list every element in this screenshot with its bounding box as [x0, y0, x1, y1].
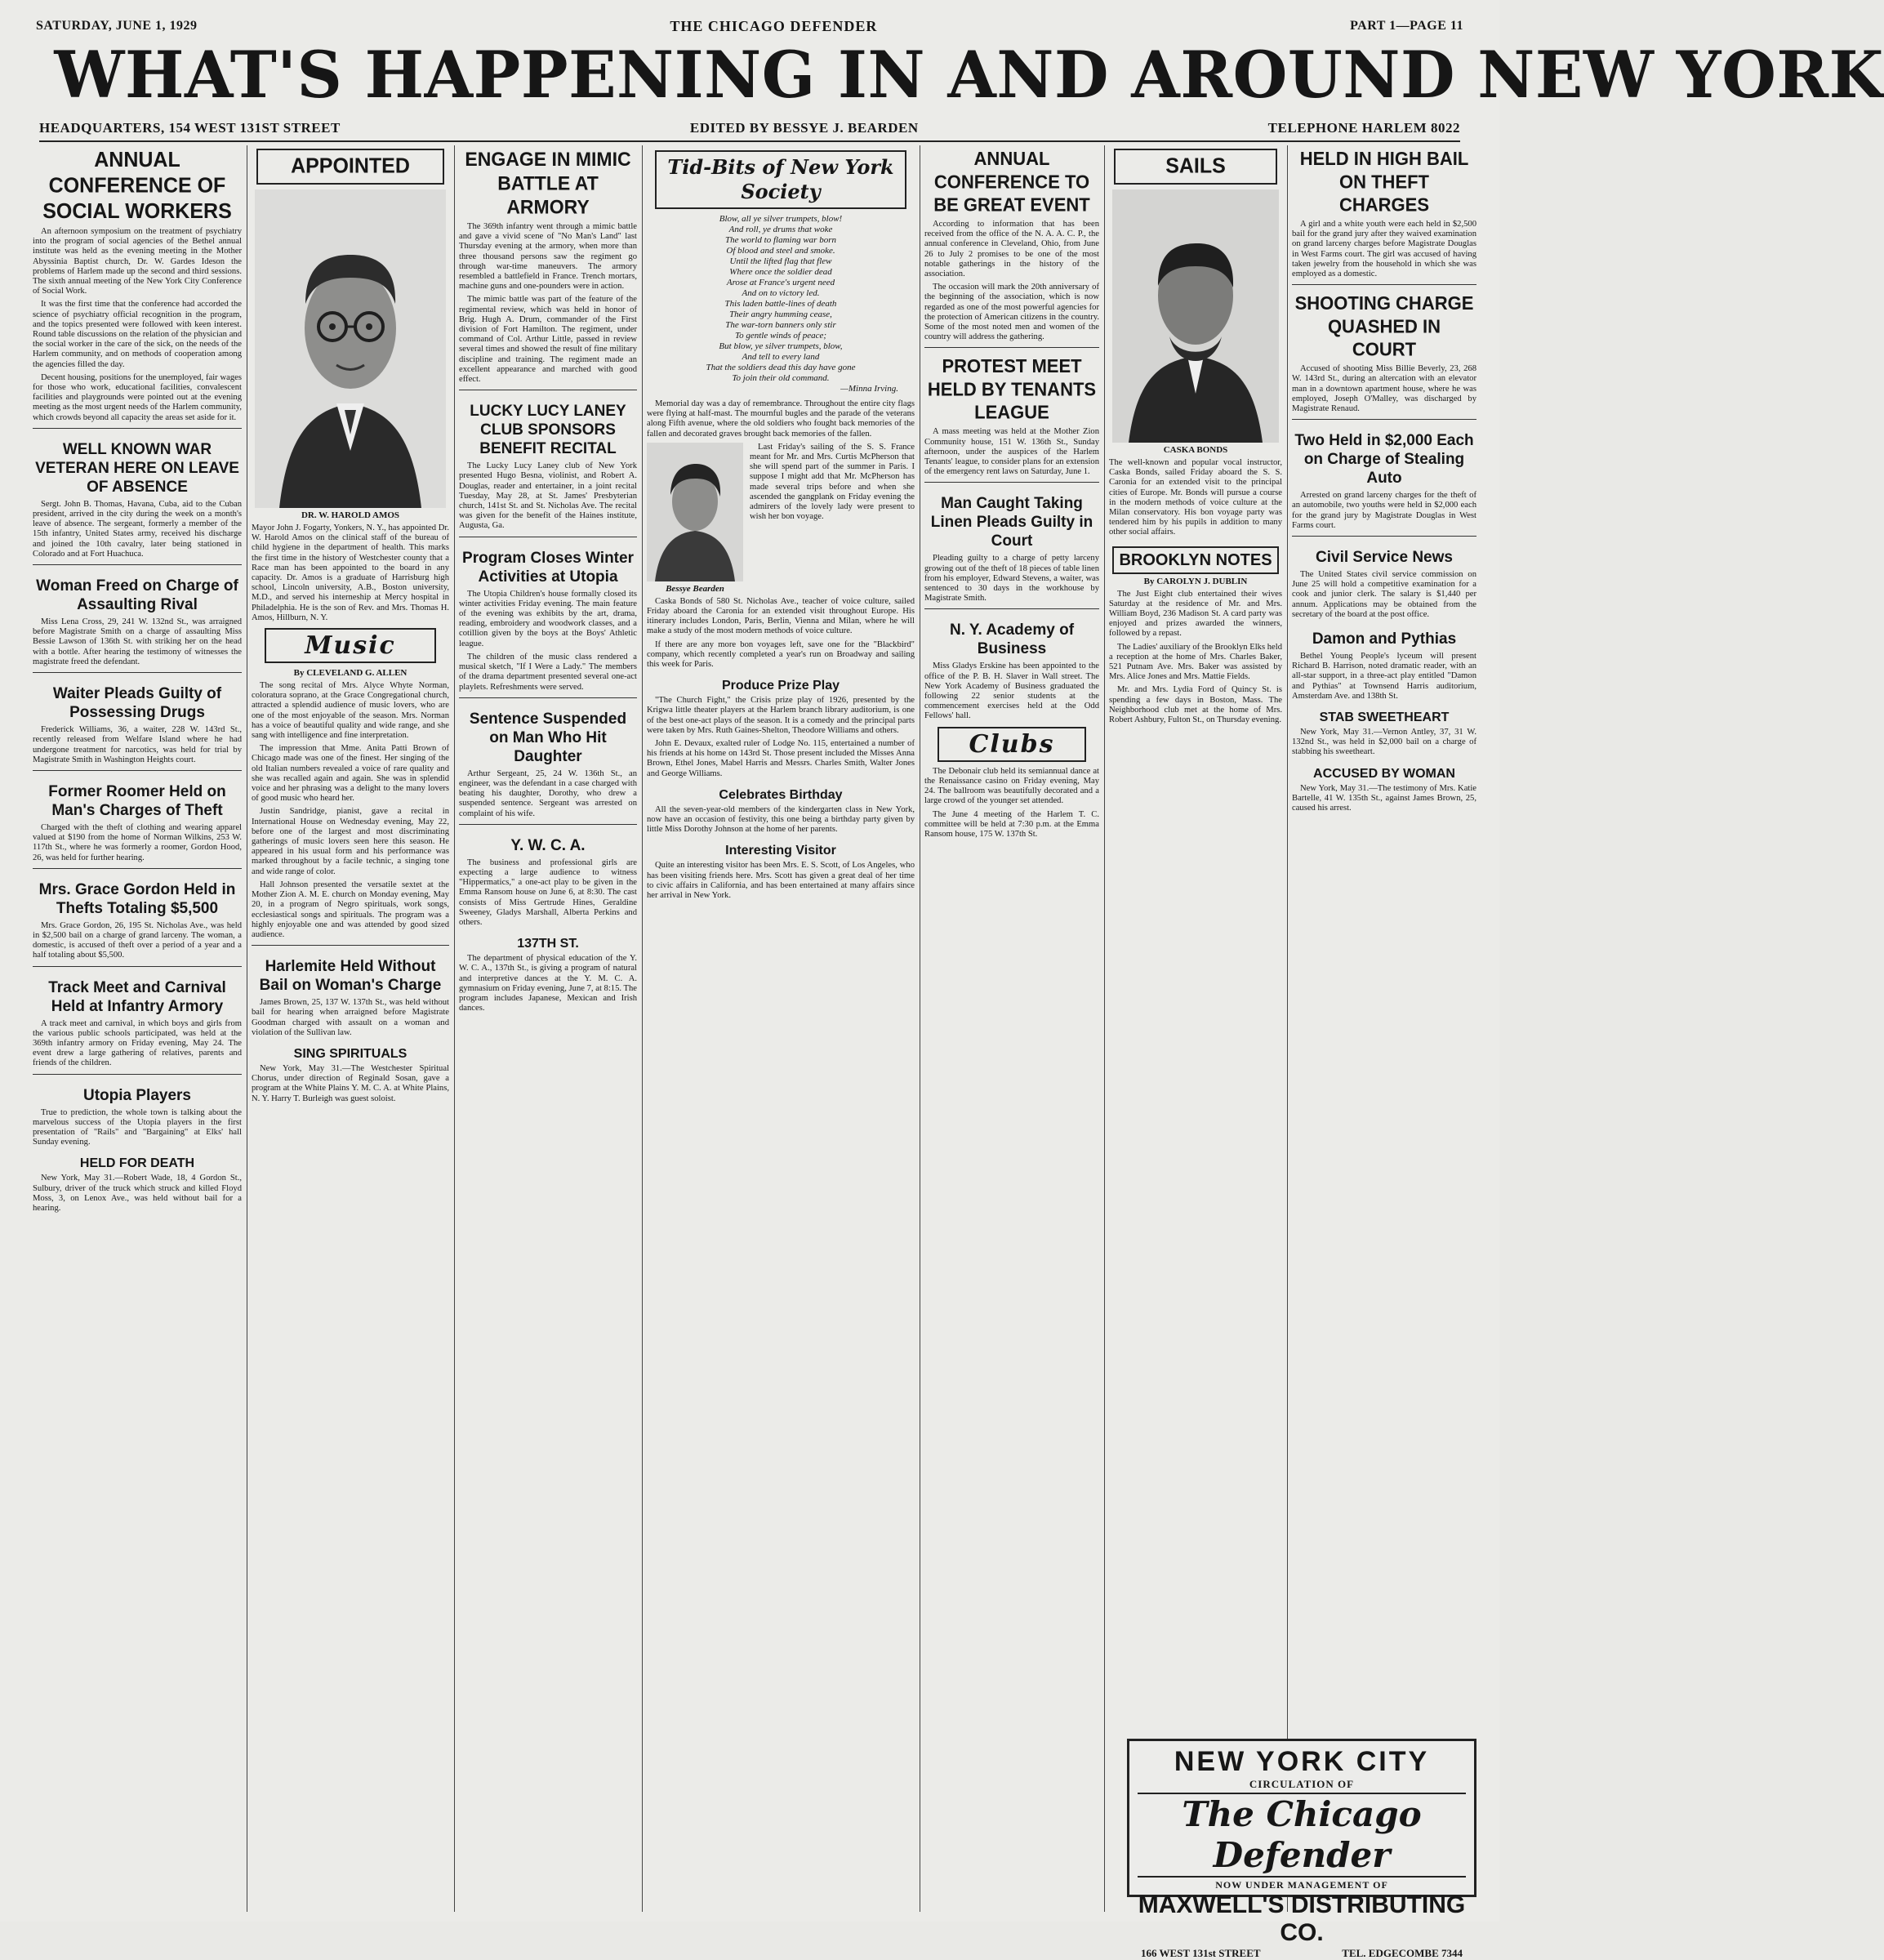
divider [1292, 284, 1476, 285]
poem-line: And on to victory led. [742, 288, 820, 298]
divider [33, 564, 242, 565]
distributor-name: MAXWELL'S DISTRIBUTING CO. [1138, 1891, 1466, 1946]
headline-box [256, 149, 444, 185]
article-paragraph: A mass meeting was held at the Mother Zion Community house, 151 W. 136th St., Sunday afternoon, under the auspices of the Harlem Tenants' league, to consider plans for an extension of the emergency rent laws on Saturday, June 1. [924, 427, 1099, 477]
article-paragraph: Justin Sandridge, pianist, gave a recital in International House on Wednesday evening, May 22, before one of the largest and most discriminating gatherings of music lovers seen here this season. He appeared in his usual form and his performance was marked throughout by a facile technic, a singing tone and wide range of color. [252, 807, 449, 876]
article-paragraph: If there are any more bon voyages left, save one for the "Blackbird" company, which recently completed a year's run on Broadway and sailing this week for Paris. [647, 639, 915, 670]
photo-with-text [647, 443, 915, 597]
circulation-line: CIRCULATION OF [1249, 1778, 1355, 1790]
divider [1292, 536, 1476, 537]
article-headline: Man Caught Taking Linen Pleads Guilty in Court [930, 495, 1093, 550]
article-paragraph: Decent housing, positions for the unemployed, fair wages for those who work, educational facilities, convalescent facilities and playgrounds were pointed out at the evening meeting as the most urgent needs of the Harlem community, which crowds beyond all capacity the areas set aside for it. [33, 372, 242, 422]
poem-line: And tell to every land [742, 352, 820, 362]
article-paragraph: The department of physical education of the Y. W. C. A., 137th St., is giving a program of natural and interpretive dances at the Y. M. C. A. gymnasium on Friday evening, June 7, at 8:15. The program includes Japanese, Mexican and Irish dances. [459, 954, 637, 1013]
distributor-telephone: TEL. EDGECOMBE 7344 [1342, 1947, 1463, 1959]
article-paragraph: New York, May 31.—The Westchester Spiritual Chorus, under direction of Reginald Sosan, gave a program at the White Plains Y. M. C. A. at White Plains, N. Y. Harry T. Burleigh was guest soloist. [252, 1063, 449, 1103]
article-headline: Mrs. Grace Gordon Held in Thefts Totaling $5,500 [38, 880, 236, 917]
folio-page-number: PART 1—PAGE 11 [1350, 19, 1463, 33]
article-paragraph: Mr. and Mrs. Lydia Ford of Quincy St. is spending a few days in Boston, Mass. The Neighborhood club met at the home of Mrs. Robert Ashbury, Fulton St., on Thursday evening. [1109, 685, 1282, 725]
article-paragraph: The occasion will mark the 20th anniversary of the beginning of the association, which is now regarded as one of the most powerful agencies for the protection of American citizens in the country. Some of the most noted men and women of the country will address the gathering. [924, 283, 1099, 342]
portrait-photo-bearden [647, 443, 743, 581]
portrait-illustration [1112, 189, 1279, 443]
article-paragraph: The impression that Mme. Anita Patti Brown of Chicago made was one of the finest. Her singing of the old Italian numbers revealed a voice of rare quality and she was recalled again and again. She was in splendid voice and her phrasing was a delight to the many lovers of good music who heard her. [252, 744, 449, 804]
caption-text: The well-known and popular vocal instructor, Caska Bonds, sailed Friday aboard the S. S. Caronia for an extended visit to the principal cities of Europe. Mr. Bonds will pursue a course in the modern methods of voice culture at the Milan conservatory. His bon voyage party was tendered him by his pupils in addition to many other social affairs. [1109, 458, 1282, 537]
portrait-photo-amos [255, 189, 446, 508]
article-paragraph: Arthur Sergeant, 25, 24 W. 136th St., an engineer, was the defendant in a case charged with beating his daughter, Dorothy, who drew a suspended sentence. Sergeant was arrested on complaint of his wife. [459, 768, 637, 818]
poem-line: The war-torn banners only stir [725, 320, 836, 330]
article-paragraph: Hall Johnson presented the versatile sextet at the Mother Zion A. M. E. church on Monday evening, May 20, in a program of Negro spirituals, work songs, ecclesiastical songs and spirituals. The program was a highly enjoyable one and was attended by good sized audience. [252, 880, 449, 939]
article-paragraph: Memorial day was a day of remembrance. Throughout the entire city flags were flying at half-mast. The mournful bugles and the parade of the veterans along Fifth avenue, where the old soldiers who fought back memories of the fallen and decorated graves brought back memories of the fallen. [647, 399, 915, 439]
divider [33, 770, 242, 771]
section-banner-box [1112, 546, 1279, 574]
article-headline: Damon and Pythias [1312, 630, 1457, 648]
article-paragraph: Mrs. Grace Gordon, 26, 195 St. Nicholas Ave., was held in $2,500 bail on a charge of grand larceny. The woman, a domestic, is accused of theft over a period of a year and a half totaling about $5,500. [33, 920, 242, 960]
article-headline: Woman Freed on Charge of Assaulting Rival [36, 577, 238, 614]
article-paragraph: According to information that has been received from the office of the N. A. A. C. P., the annual conference in Cleveland, Ohio, from June 26 to July 2 promises to be one of the most notable gatherings in the history of the association. [924, 220, 1099, 279]
article-headline: N. Y. Academy of Business [949, 621, 1075, 658]
poem-line: Arose at France's urgent need [726, 278, 835, 287]
music-section-banner: Music [265, 628, 436, 663]
article-headline: APPOINTED [291, 154, 410, 178]
article-headline: ACCUSED BY WOMAN [1313, 766, 1455, 781]
article-paragraph: New York, May 31.—Vernon Antley, 37, 31 W. 132nd St., was held in $2,000 bail on a charge of stabbing his sweetheart. [1292, 728, 1476, 757]
article-paragraph: John E. Devaux, exalted ruler of Lodge No. 115, entertained a number of his friends at his home on 143rd St. Those present included the Misses Anna Brown, Ethel Jones, Mabel Harris and Messrs. Charles Smith, Walter Jones and George Williams. [647, 739, 915, 778]
article-paragraph: It was the first time that the conference had accorded the science of psychiatry official recognition in the program, and the topics presented were followed with keen interest. Round table discussions on the relation of the physician and the social worker in the care of the sick, on the needs of the Harlem community, and on methods of cooperation among the agencies filled the day. [33, 300, 242, 369]
article-headline: WELL KNOWN WAR VETERAN HERE ON LEAVE OF ABSENCE [35, 440, 239, 496]
article-paragraph: The Just Eight club entertained their wives Saturday at the residence of Mr. and Mrs. William Boyd, 236 Madison St. A card party was enjoyed and prizes awarded the winners, followed by a repast. [1109, 589, 1282, 639]
article-paragraph: The June 4 meeting of the Harlem T. C. committee will be held at 7:30 p.m. at the Emma Ransom house, 175 W. 137th St. [924, 809, 1099, 839]
article-headline: Track Meet and Carnival Held at Infantry Armory [48, 978, 226, 1015]
article-headline: Program Closes Winter Activities at Utopia [462, 549, 634, 586]
poem-line: But blow, ye silver trumpets, blow, [719, 341, 843, 351]
divider [33, 868, 242, 869]
column-rule [1287, 145, 1288, 1912]
article-headline: ANNUAL CONFERENCE OF SOCIAL WORKERS [42, 147, 232, 224]
article-headline: Two Held in $2,000 Each on Charge of Stealing Auto [1294, 432, 1474, 488]
distributor-address: 166 WEST 131st STREET [1141, 1947, 1261, 1959]
photo-caption: Bessye Bearden [666, 583, 724, 594]
article-paragraph: True to prediction, the whole town is talking about the marvelous success of the Utopia players in the first presentation of "Rails" and "Bargaining" at Elks' hall Sunday evening. [33, 1107, 242, 1147]
divider [924, 482, 1099, 483]
article-paragraph: Charged with the theft of clothing and wearing apparel valued at $190 from the home of Norman Wilkins, 253 W. 117th St., where he was formerly a roomer, Gordon Hood, 26, was held for further hearing. [33, 822, 242, 862]
portrait-photo-bonds [1112, 189, 1279, 443]
article-headline: Utopia Players [83, 1086, 191, 1104]
chicago-defender-logo: The Chicago Defender [1138, 1793, 1466, 1878]
caption-text: Mayor John J. Fogarty, Yonkers, N. Y., has appointed Dr. W. Harold Amos on the clinical staff of the bureau of child hygiene in the department of health. This marks the first time in the history of Westchester county that a Race man has been appointed to the board in any capacity. Dr. Amos is a graduate of Harrisburg high school, Lincoln university, A.B., Boston university, M.D., and served his interneship at Mercy hospital in Philadelphia. He is the son of Rev. and Mrs. Thomas H. Amos, Hillburn, N. Y. [252, 523, 449, 622]
article-paragraph: The Ladies' auxiliary of the Brooklyn Elks held a reception at the home of Mrs. Charles Baker, 521 Putnam Ave. Mrs. Baker was assisted by Mrs. Alice Jones and Mrs. Mattie Fields. [1109, 642, 1282, 682]
article-paragraph: All the seven-year-old members of the kindergarten class in New York, now have an occasion of festivity, this one being a birthday party given by little Miss Dorothy Johnson at the home of her parents. [647, 804, 915, 835]
article-paragraph: The business and professional girls are expecting a large audience to witness "Hippermatics," a one-act play to be given in the Emma Ransom house on June 6, at 8:30. The cast consists of Miss Gertrude Hines, Geraldine Sweeney, Gladys Marshall, Alberta Perkins and others. [459, 858, 637, 927]
column-3 [459, 145, 637, 1913]
poem-line: To gentle winds of peace; [734, 331, 827, 341]
article-paragraph: Frederick Williams, 36, a waiter, 228 W. 143rd St., recently released from Welfare Island where he had undergone treatment for narcotics, was held for trial by Magistrate Smith in Washington Heights court. [33, 725, 242, 764]
poem-block [663, 214, 898, 394]
article-headline: HELD FOR DEATH [79, 1156, 195, 1171]
divider [33, 672, 242, 673]
article-paragraph: The song recital of Mrs. Alyce Whyte Norman, coloratura soprano, at the Grace Congregational church, attracted a splendid audience of music lovers, who are one of the most enjoyable of the season. Mrs. Norman has a voice of beautiful quality and wide range, and she sang with intelligence and fine interpretation. [252, 681, 449, 741]
article-paragraph: Sergt. John B. Thomas, Havana, Cuba, aid to the Cuban president, arrived in the city during the week on a month's leave of absence. The sergeant, formerly a member of the 15th infantry, United States army, received his discharge and joined the 10th cavalry, later being stationed in Colorado and at Fort Huachuca. [33, 499, 242, 559]
article-paragraph: Last Friday's sailing of the S. S. France meant for Mr. and Mrs. Curtis McPherson that she will spend part of the summer in Paris. I suppose I might add that Mr. McPherson has made several trips before and when she ascended the gangplank on Friday evening the admirers of the lovely lady were present to wish her bon voyage. [750, 442, 915, 522]
article-headline: Interesting Visitor [725, 844, 836, 858]
editor-credit: EDITED BY BESSYE J. BEARDEN [689, 120, 919, 136]
column-rule [642, 145, 643, 1912]
poem-line: Until the lifted flag that flew [729, 256, 832, 266]
article-headline: STAB SWEETHEART [1319, 710, 1450, 725]
article-paragraph: New York, May 31.—The testimony of Mrs. Katie Bartelle, 41 W. 135th St., against James Brown, 25, caused his arrest. [1292, 783, 1476, 813]
article-paragraph: The Utopia Children's house formally closed its winter activities Friday evening. The main feature of the evening was exhibits by the art, drama, reading, embroidery and woodwork classes, and a cotillion given by the boys at the Boys' Athletic league. [459, 589, 637, 648]
article-headline: HELD IN HIGH BAIL ON THEFT CHARGES [1299, 147, 1469, 216]
article-paragraph: The Debonair club held its semiannual dance at the Renaissance casino on Friday evening, May 24. The ballroom was beautifully decorated and a large crowd of the younger set attended. [924, 766, 1099, 806]
poem-line: Of blood and steel and smoke. [726, 246, 835, 256]
poem-line: To join their old command. [732, 373, 830, 383]
article-headline: PROTEST MEET HELD BY TENANTS LEAGUE [927, 355, 1097, 424]
photo-caption: DR. W. HAROLD AMOS [301, 510, 400, 520]
circulation-title: NEW YORK CITY [1174, 1746, 1430, 1777]
article-headline: ENGAGE IN MIMIC BATTLE AT ARMORY [465, 147, 631, 218]
article-headline: Y. W. C. A. [510, 836, 586, 854]
divider [252, 945, 449, 946]
poem-line: Where once the soldier dead [729, 267, 832, 277]
headline-box [655, 150, 906, 209]
column-7 [1292, 145, 1476, 1734]
folio-date: SATURDAY, JUNE 1, 1929 [36, 19, 198, 33]
telephone-number: TELEPHONE HARLEM 8022 [1267, 120, 1460, 136]
article-paragraph: The mimic battle was part of the feature of the regimental review, which was held in honor of Brig. Hugh A. Drum, commander of the First division of Fort Hamilton. The regiment, under command of Col. Arthur Little, passed in review several times and showed the result of fine military discipline and training. The regiment made an excellent appearance and marched with good effect. [459, 295, 637, 385]
column-5 [924, 145, 1099, 1913]
distributor-contact [1141, 1947, 1463, 1960]
poem-line: And roll, ye drums that woke [728, 225, 833, 234]
photo-caption: CASKA BONDS [1163, 445, 1228, 455]
column-4 [647, 145, 915, 1913]
article-paragraph: Caska Bonds of 580 St. Nicholas Ave., teacher of voice culture, sailed Friday aboard the Caronia for an extended visit throughout Europe. His itinerary includes London, Paris, Berlin, Vienna and Milan, where he will make a study of the most modern methods of voice culture. [647, 596, 915, 636]
headline-box [1114, 149, 1277, 185]
article-headline: SAILS [1165, 154, 1226, 178]
article-headline: SING SPIRITUALS [293, 1046, 408, 1061]
portrait-illustration [647, 443, 743, 581]
divider [924, 608, 1099, 609]
text-block [750, 443, 915, 526]
poem-line: This laden battle-lines of death [724, 299, 837, 309]
poem-line: That the soldiers dead this day have gone [706, 363, 856, 372]
divider [33, 428, 242, 429]
article-headline: Harlemite Held Without Bail on Woman's Charge [259, 958, 442, 995]
column-rule [454, 145, 455, 1912]
article-paragraph: The children of the music class rendered a musical sketch, "If I Were a Lady." The members of the drama department presented several one-act playlets. Refreshments were served. [459, 652, 637, 692]
divider [459, 697, 637, 698]
column-rule [1104, 145, 1105, 1912]
article-paragraph: Miss Gladys Erskine has been appointed to the office of the P. B. H. Slaver in Wall street. The New York Academy of Business graduated the following 22 senior students at the commencement exercises held at the Odd Fellows' hall. [924, 662, 1099, 721]
article-headline: Tid-Bits of New York Society [667, 155, 894, 203]
divider [459, 824, 637, 825]
article-paragraph: Pleading guilty to a charge of petty larceny growing out of the theft of 18 pieces of table linen from his employer, Edward Stevens, a waiter, was sentenced to 30 days in the workhouse by Magistrate Smith. [924, 554, 1099, 604]
divider [33, 966, 242, 967]
clubs-section-banner: Clubs [938, 727, 1086, 762]
column-2 [252, 145, 449, 1913]
article-headline: Waiter Pleads Guilty of Possessing Drugs [52, 685, 222, 722]
article-paragraph: James Brown, 25, 137 W. 137th St., was held without bail for hearing when arraigned before Magistrate Goodman charged with assault on a woman and violation of the Sullivan law. [252, 998, 449, 1037]
article-paragraph: A girl and a white youth were each held in $2,500 bail for the grand jury after they waived examination on grand larceny charges before Magistrate Douglas in West Farms court. The girl was accused of having taken jewelry from the household in which she was employed as a domestic. [1292, 220, 1476, 279]
headquarters-address: HEADQUARTERS, 154 WEST 131ST STREET [39, 120, 341, 136]
article-headline: SHOOTING CHARGE QUASHED IN COURT [1294, 292, 1474, 361]
subhead-line [39, 119, 1460, 142]
article-paragraph: An afternoon symposium on the treatment of psychiatry into the program of social agencies of the Bethel annual institute was held as the evening meeting in the Mother Abyssinia Baptist church, Dr. W. Gardes Ideson the problems of Harlem made up the second and third sessions. The sixth annual meeting of the New York City Conference of Social Work. [33, 227, 242, 296]
poem-author: —Minna Irving. [840, 384, 898, 394]
article-headline: 137TH ST. [517, 937, 579, 951]
article-paragraph: New York, May 31.—Robert Wade, 18, 4 Gordon St., Sulbury, driver of the truck which struck and killed Floyd Moss, 3, on Lenox Ave., was held without bail for a hearing. [33, 1174, 242, 1213]
byline: By CAROLYN J. DUBLIN [1143, 576, 1248, 586]
byline: By CLEVELAND G. ALLEN [293, 668, 408, 679]
article-paragraph: Arrested on grand larceny charges for the theft of an automobile, two youths were held in $2,000 each for the grand jury by Magistrate Douglas in West Farms court. [1292, 491, 1476, 530]
article-headline: LUCKY LUCY LANEY CLUB SPONSORS BENEFIT RECITAL [470, 403, 626, 458]
divider [1292, 419, 1476, 420]
poem-line: Blow, all ye silver trumpets, blow! [719, 214, 843, 224]
divider [924, 347, 1099, 348]
photo-block [647, 443, 743, 597]
article-headline: Celebrates Birthday [719, 787, 843, 802]
article-paragraph: Bethel Young People's lyceum will present Richard B. Harrison, noted dramatic reader, with an all-star support, in a three-act play entitled "Damon and Pythias" at Townsend Harris auditorium, Amsterdam Ave. and 138th St. [1292, 652, 1476, 701]
article-paragraph: "The Church Fight," the Crisis prize play of 1926, presented by the Krigwa little theater players at the Harlem branch library auditorium, is one of the best one-act plays of the season. It is a comedy and the principal parts were taken by Mrs. Ruth Gaines-Shelton, Theodore Williams and others. [647, 696, 915, 735]
folio-line [36, 18, 1463, 34]
article-headline: Produce Prize Play [721, 679, 840, 693]
poem-line: The world to flaming war born [725, 235, 836, 245]
poem-line: Their angry humming cease, [729, 310, 832, 319]
article-headline: Civil Service News [1316, 549, 1453, 567]
divider [33, 1074, 242, 1075]
article-paragraph: Miss Lena Cross, 29, 241 W. 132nd St., was arraigned before Magistrate Smith on a charge of assaulting Miss Bessie Lawson of 136th St. with striking her on the head with a bottle. After hearing the testimony of witnesses the magistrate freed the defendant. [33, 617, 242, 666]
article-paragraph: The United States civil service commission on June 25 will hold a competitive examination for a cook and junior clerk. The salary is $1,440 per annum. Applications may be obtained from the secretary of the board at the post office. [1292, 570, 1476, 619]
column-6 [1109, 145, 1282, 1913]
article-paragraph: Quite an interesting visitor has been Mrs. E. S. Scott, of Los Angeles, who has been visiting friends here. Mrs. Scott has given a great deal of her time to civic affairs in California, and has been entertained at many affairs since her arrival in New York. [647, 861, 915, 901]
portrait-illustration [255, 189, 446, 508]
article-paragraph: The 369th infantry went through a mimic battle and gave a vivid scene of "No Man's Land" last Thursday evening at the armory, when more than three thousand persons saw the regiment go through war-time maneuvers. The armory resembled a battlefield in France. Trench mortars, machine guns and one-pounders were in action. [459, 222, 637, 292]
article-paragraph: The Lucky Lucy Laney club of New York presented Hugo Besna, violinist, and Robert A. Douglas, reader and entertainer, in a joint recital Tuesday, May 28, at St. James' Presbyterian church, 141st St. and St. Nicholas Ave. The recital was given for the benefit of the Haines institute, Augusta, Ga. [459, 461, 637, 531]
article-paragraph: A track meet and carnival, in which boys and girls from the various public schools participated, was held at the 369th infantry armory on Friday evening, May 24. The event drew a large gathering of relatives, parents and friends of the children. [33, 1018, 242, 1068]
article-headline: ANNUAL CONFERENCE TO BE GREAT EVENT [933, 147, 1090, 216]
article-paragraph: Accused of shooting Miss Billie Beverly, 23, 268 W. 143rd St., during an altercation with an elevator man in a downtown apartment house, where he was employed, Joseph O'Malley, was discharged by Magistrate Renaud. [1292, 364, 1476, 414]
folio-paper-name: THE CHICAGO DEFENDER [670, 17, 878, 34]
brooklyn-notes-banner: BROOKLYN NOTES [1119, 550, 1272, 569]
article-headline: Former Roomer Held on Man's Charges of Theft [48, 782, 226, 819]
article-headline: Sentence Suspended on Man Who Hit Daughter [469, 710, 627, 765]
circulation-ad-box [1127, 1739, 1476, 1959]
page-masthead: WHAT'S HAPPENING IN AND AROUND NEW YORK [54, 37, 1884, 113]
column-1 [33, 145, 242, 1913]
management-line: NOW UNDER MANAGEMENT OF [1215, 1879, 1388, 1891]
